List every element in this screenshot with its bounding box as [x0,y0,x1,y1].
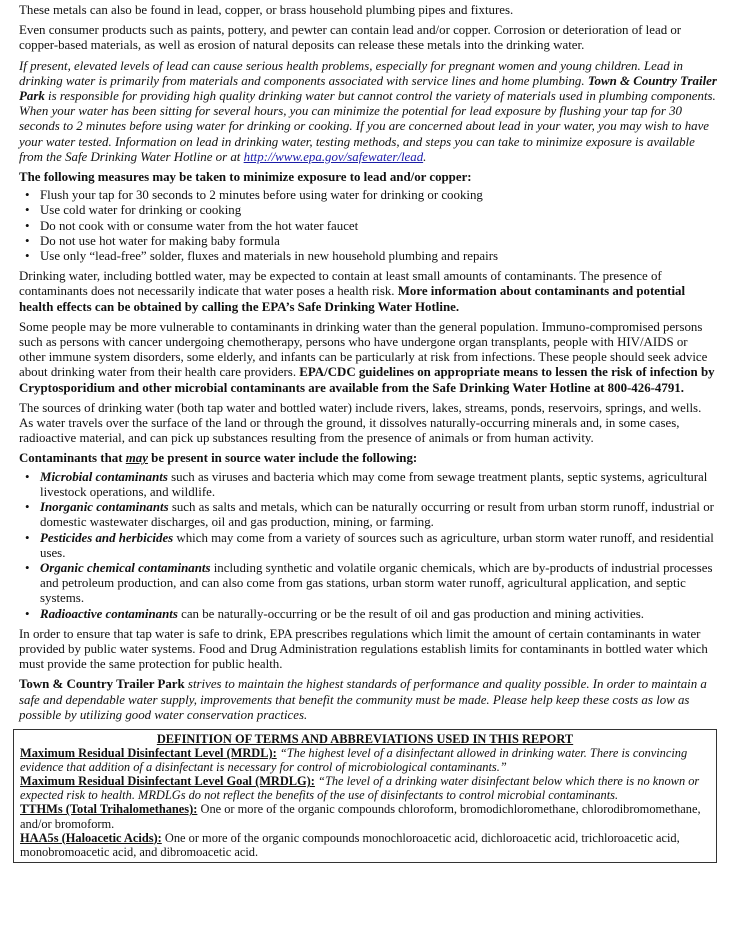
contaminants-paragraph: Drinking water, including bottled water, may be expected to contain at least small amounts of contaminants. The presence of contaminants does not necessarily indicate that water poses a health risk. More information about contaminants and potential health effects can be obtained by calling the EPA’s Safe Drinking Water Hotline. [19,269,686,314]
list-item: • Use cold water for drinking or cooking [21,203,717,218]
hotline-info: More information about contaminants and potential health effects can be obtained by calling the EPA’s Safe Drinking Water Hotline. [19,284,686,314]
lead-responsibility-text: is responsible for providing high quality drinking water but cannot control the variety of materials used in plumbing components. When your water has been sitting for several hours, you can minimize the potential for lead exposure by flushing your tap for 30 seconds to 2 minutes before using water for drinking or cooking. If you are concerned about lead in your water, you may wish to have your water tested. Information on lead in drinking water, testing methods, and steps you can take to minimize exposure is available from the Safe Drinking Water Hotline or at [19,89,716,164]
list-item: • Do not cook with or consume water from the hot water faucet [21,219,717,234]
measures-list [19,188,717,264]
list-item: • Pesticides and herbicides which may come from a variety of sources such as agriculture, urban storm water runoff, and residential uses. [21,531,717,561]
definition-tthm: TTHMs (Total Trihalomethanes): One or more of the organic compounds chloroform, bromodichloromethane, chlorodibromomethane, and/or bromoform. [20,802,701,831]
list-item: • Organic chemical contaminants including synthetic and volatile organic chemicals, which are by-products of industrial processes and petroleum production, and can also come from gas stations, urban storm water runoff, agricultural application, and septic systems. [21,561,717,607]
park-name: Town & Country Trailer Park [19,677,185,692]
source-contaminants-heading: Contaminants that may be present in source water include the following: [19,451,418,466]
standards-paragraph: Town & Country Trailer Park strives to maintain the highest standards of performance and quality possible. In order to maintain a safe and dependable water supply, improvements that benefit the community must be made. Please help keep these costs as low as possible by utilizing good water conservation practices. [19,677,707,722]
consumer-products-paragraph: Even consumer products such as paints, pottery, and pewter can contain lead and/or copper. Corrosion or deterioration of lead or copper-based materials, as well as erosion of natural deposits can release these metals into the drinking water. [19,23,682,53]
lead-health-paragraph: If present, elevated levels of lead can cause serious health problems, especially for pregnant women and young children. Lead in drinking water is primarily from materials and components associated with service lines and home plumbing. Town & Country Trailer Park is responsible for providing high quality drinking water but cannot control the variety of materials used in plumbing components. When your water has been sitting for several hours, you can minimize the potential for lead exposure by flushing your tap for 30 seconds to 2 minutes before using water for drinking or cooking. If you are concerned about lead in your water, you may wish to have your water tested. Information on lead in drinking water, testing methods, and steps you can take to minimize exposure is available from the Safe Drinking Water Hotline or at http://www.epa.gov/safewater/lead. [19,58,717,164]
lead-health-text: If present, elevated levels of lead can cause serious health problems, especially for pregnant women and young children. Lead in drinking water is primarily from materials and components associated with service lines and home plumbing. [19,58,683,88]
sources-paragraph: The sources of drinking water (both tap water and bottled water) include rivers, lakes, streams, ponds, reservoirs, springs, and wells. As water travels over the surface of the land or through the ground, it dissolves naturally-occurring minerals and, in some cases, radioactive material, and can pick up substances resulting from the presence of animals or from human activity. [19,400,702,446]
definition-haa5: HAA5s (Haloacetic Acids): One or more of the organic compounds monochloroacetic acid, dichloroacetic acid, trichloroacetic acid, monobromoacetic acid, and dibromoacetic acid. [20,830,680,859]
definition-mrdl: Maximum Residual Disinfectant Level (MRDL): “The highest level of a disinfectant allowed in drinking water. There is convincing evidence that addition of a disinfectant is necessary for control of microbiological contaminants.” [20,746,688,775]
definitions-box [13,729,717,863]
definitions-title: DEFINITION OF TERMS AND ABBREVIATIONS USED IN THIS REPORT [156,731,574,746]
epa-lead-link[interactable]: http://www.epa.gov/safewater/lead [243,149,424,164]
list-item: • Radioactive contaminants can be naturally-occurring or be the result of oil and gas production and mining activities. [21,607,717,622]
list-item: • Inorganic contaminants such as salts and metals, which can be naturally occurring or result from urban storm runoff, industrial or domestic wastewater discharges, oil and gas production, mining, or farming. [21,500,717,530]
list-item: • Use only “lead-free” solder, fluxes and materials in new household plumbing and repairs [21,249,717,264]
vulnerable-paragraph: Some people may be more vulnerable to contaminants in drinking water than the general population. Immuno-compromised persons such as persons with cancer undergoing chemotherapy, persons who have undergone organ transplants, people with HIV/AIDS or other immune system disorders, some elderly, and infants can be particularly at risk from infections. These people should seek advice about drinking water from their health care providers. EPA/CDC guidelines on appropriate means to lessen the risk of infection by Cryptosporidium and other microbial contaminants are available from the Safe Drinking Water Hotline at 800-426-4791. [19,319,715,395]
measures-heading: The following measures may be taken to minimize exposure to lead and/or copper: [19,170,472,185]
source-contaminants-list [19,470,717,622]
list-item: • Microbial contaminants such as viruses and bacteria which may come from sewage treatment plants, septic systems, agricultural livestock operations, and wildlife. [21,470,717,500]
list-item: • Do not use hot water for making baby formula [21,234,717,249]
cdc-guidelines: EPA/CDC guidelines on appropriate means to lessen the risk of infection by Cryptosporidium and other microbial contaminants are available from the Safe Drinking Water Hotline at 800-426-4791. [19,365,715,395]
regulations-paragraph: In order to ensure that tap water is safe to drink, EPA prescribes regulations which limit the amount of certain contaminants in water provided by public water systems. Food and Drug Administration regulations establish limits for contaminants in bottled water which must provide the same protection for public health. [19,626,708,672]
definition-mrdlg: Maximum Residual Disinfectant Level Goal (MRDLG): “The level of a drinking water disinfectant below which there is no known or expected risk to health. MRDLGs do not reflect the benefits of the use of disinfectants to control microbial contaminants. [20,774,700,803]
park-name: Town & Country Trailer Park [19,73,717,104]
metals-paragraph: These metals can also be found in lead, copper, or brass household plumbing pipes and fixtures. [19,3,514,17]
list-item: • Flush your tap for 30 seconds to 2 minutes before using water for drinking or cooking [21,188,717,203]
